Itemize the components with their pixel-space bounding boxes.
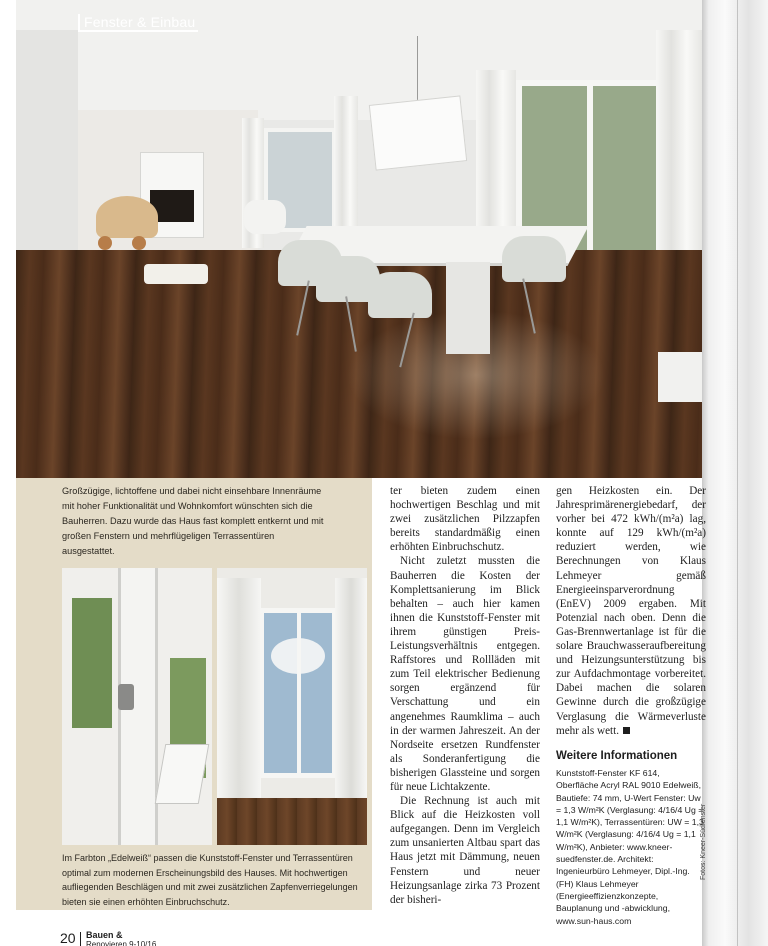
caption-inset-photos: Im Farbton „Edelweiß“ passen die Kunststoff-Fenster und Terrassentüren optimal zum modernen Erscheinungsbild des Hauses. Mit hochwertigen aufliegenden Beschlägen und mit zwei zusätzlichen Zapfenverriegelungen bieten sie einen erhöhten Einbruchschutz. (16, 846, 372, 910)
dining-chair (368, 272, 432, 318)
dining-chair (502, 236, 566, 282)
paragraph (556, 484, 706, 738)
window-handle-icon (118, 684, 134, 710)
magazine-issue: Renovieren 9-10/16 (86, 940, 157, 946)
crib-wheel (132, 236, 146, 250)
info-heading: Weitere Informationen (556, 750, 678, 762)
section-header-rule (80, 30, 198, 32)
inset-photo-terrace-door (217, 568, 367, 845)
inset-photo-window-detail (62, 568, 212, 845)
sideboard (658, 352, 702, 402)
info-body: Kunststoff-Fenster KF 614, Oberfläche Acryl RAL 9010 Edelweiß, Bautiefe: 74 mm, U-Wert Fenster: Uw = 1,3 W/m²K (Verglasung: 4/16/4 Ug = 1,1 W/m²K), Terrassentüren: UW = 1,3 W/m²K (Verglasung: 4/16/4 Ug = 1,1 W/m²K), Anbieter: www.kneer-suedfenster.de. Architekt: Ingenieurbüro Lehmeyer, Dipl.-Ing. (FH) Klaus Lehmeyer (Energieeffizienzkonzepte, Bauplanung und -abwicklung, www.sun-haus.com (556, 768, 704, 926)
curtain-left (217, 578, 261, 798)
article-column-middle (390, 484, 540, 907)
magazine-name (86, 931, 156, 946)
end-of-article-square-icon (623, 727, 630, 734)
table-base (446, 262, 490, 354)
curtain-right (335, 578, 367, 798)
section-title: Fenster & Einbau (84, 14, 196, 30)
hero-photo-dining-room (16, 0, 702, 478)
paragraph: Die Rechnung ist auch mit Blick auf die Heizkosten voll aufgegangen. Denn im Vergleich zum unsanierten Altbau spart das Haus jetzt mit Dämmung, neuen Fenstern und neuer Heizungsanlage zirka 73 Prozent der bisheri- (390, 795, 540, 906)
wicker-crib (96, 196, 158, 238)
lamp-wire (417, 36, 418, 102)
garden-greenery (72, 598, 112, 728)
paragraph: Nicht zuletzt mussten die Bauherren die Kosten der Komplettsanierung im Blick behalten – auch hier kamen ihnen die Kunststoff-Fenster mit ihrem günstigen Preis-Leistungsverhältnis entgegen. Raffstores und Rollläden mit zum Teil elektrischer Bedienung sorgen ergänzend für Verschattung und ein angenehmes Raumklima – auch in der warmen Jahreszeit. An der Nordseite ersetzen Rundfenster als Sonderanfertigung die bisherigen Glassteine und sorgen für neue Lichtakzente. (390, 555, 540, 793)
deck-chair (155, 744, 210, 804)
curtain (334, 96, 358, 246)
paragraph-text: gen Heizkosten ein. Der Jahresprimärenergiebedarf, der vorher bei 472 kWh/(m²a) lag, konnte auf 129 kWh/(m²a) reduziert werden, wie Berechnungen von Klaus Lehmeyer gemäß Energieeinsparverordnung (EnEV) 2009 ergaben. Mit Potenzial nach oben. Denn die Gas-Brennwertanlage ist für die solare Brauchwasseraufbereitung und Heizungsunterstützung bis zur Aufdachmontage vorbereitet. Dabei machen die solaren Gewinne durch die großzügige Verglasung die Wärmeverluste mehr als wett. (556, 485, 706, 737)
page-spine (702, 0, 768, 946)
terrace-door-mullion (297, 608, 301, 778)
folio-divider (80, 932, 81, 946)
paragraph: ter bieten zudem einen hochwertigen Beschlag und mit zwei zusätzlichen Pilzzapfen bereits standardmäßig einen erhöhten Einbruchschutz. (390, 485, 540, 554)
article-column-right (556, 484, 706, 738)
page-number: 20 (60, 930, 76, 946)
crib-wheel (98, 236, 112, 250)
caption-hero: Großzügige, lichtoffene und dabei nicht einsehbare Innenräume mit hoher Funktionalität und Wohnkomfort wünschten sich die Bauherren. Dazu wurde das Haus fast komplett entkernt und mit großen Fenstern und mehrflügeligen Terrassentüren ausgestattet. (16, 478, 372, 566)
magazine-name-line1: Bauen & (86, 930, 123, 940)
wooden-floor (217, 798, 367, 845)
armchair (244, 200, 286, 234)
photo-credit: Fotos: Kneer-Südfenster (700, 803, 707, 880)
pendant-lamp (369, 95, 467, 170)
page-edge-line (737, 0, 738, 946)
baby-mat (144, 264, 208, 284)
